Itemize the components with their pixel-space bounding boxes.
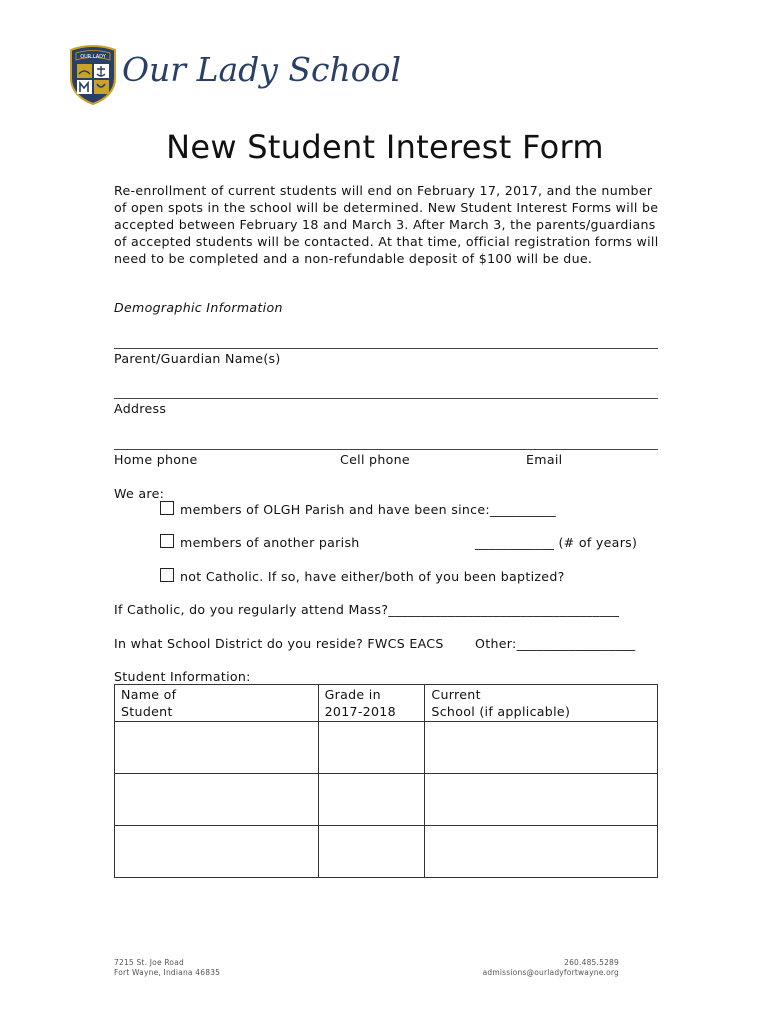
- olgh-parish-option: members of OLGH Parish and have been since:__________: [180, 502, 556, 517]
- email-label: Email: [526, 452, 563, 467]
- we-are-label: We are:: [114, 486, 165, 501]
- column-header-school: Current School (if applicable): [425, 685, 658, 722]
- student-info-heading: Student Information:: [114, 669, 251, 684]
- student-school-cell[interactable]: [425, 826, 658, 878]
- school-name: Our Lady School: [122, 50, 402, 89]
- student-name-cell[interactable]: [115, 722, 319, 774]
- address-line[interactable]: [114, 398, 658, 399]
- cell-phone-label: Cell phone: [340, 452, 410, 467]
- not-catholic-option: not Catholic. If so, have either/both of you been baptized?: [180, 569, 565, 584]
- parent-name-line[interactable]: [114, 348, 658, 349]
- footer-contact: [483, 958, 619, 978]
- footer-address-line2: Fort Wayne, Indiana 46835: [114, 968, 221, 977]
- demographic-heading: Demographic Information: [114, 300, 283, 315]
- student-name-cell[interactable]: [115, 774, 319, 826]
- other-parish-option: members of another parish: [180, 535, 360, 550]
- school-crest-icon: [68, 44, 118, 106]
- footer-phone: 260.485.5289: [564, 958, 619, 967]
- parent-name-label: Parent/Guardian Name(s): [114, 351, 281, 366]
- footer-address-line1: 7215 St. Joe Road: [114, 958, 184, 967]
- phone-email-line[interactable]: [114, 449, 658, 450]
- column-header-grade: Grade in 2017-2018: [318, 685, 425, 722]
- table-row: [115, 826, 658, 878]
- district-other-field[interactable]: Other:__________________: [475, 636, 636, 651]
- table-header-row: [115, 685, 658, 722]
- student-name-cell[interactable]: [115, 826, 319, 878]
- page-title: New Student Interest Form: [166, 128, 604, 166]
- footer-email[interactable]: admissions@ourladyfortwayne.org: [482, 968, 619, 977]
- district-question: In what School District do you reside? FWCS EACS: [114, 636, 444, 651]
- address-label: Address: [114, 401, 167, 416]
- student-school-cell[interactable]: [425, 722, 658, 774]
- student-school-cell[interactable]: [425, 774, 658, 826]
- student-grade-cell[interactable]: [318, 722, 425, 774]
- crest-badge-text: OUR LADY: [80, 54, 106, 60]
- table-row: [115, 774, 658, 826]
- student-grade-cell[interactable]: [318, 774, 425, 826]
- home-phone-label: Home phone: [114, 452, 198, 467]
- column-header-name: Name of Student: [115, 685, 319, 722]
- student-info-table: [114, 684, 658, 878]
- student-grade-cell[interactable]: [318, 826, 425, 878]
- not-catholic-checkbox[interactable]: [160, 568, 174, 582]
- intro-paragraph: Re-enrollment of current students will end on February 17, 2017, and the number of open spots in the school will be determined. New Student Interest Forms will be accepted between February 18 and March 3. After March 3, the parents/guardians of accepted students will be contacted. At that time, official registration forms will need to be completed and a non-refundable deposit of $100 will be due.: [114, 183, 659, 266]
- olgh-parish-checkbox[interactable]: [160, 501, 174, 515]
- footer-address: [114, 958, 220, 978]
- table-row: [115, 722, 658, 774]
- mass-question[interactable]: If Catholic, do you regularly attend Mass?___________________________________: [114, 602, 620, 617]
- years-field[interactable]: ____________ (# of years): [475, 535, 638, 550]
- other-parish-checkbox[interactable]: [160, 534, 174, 548]
